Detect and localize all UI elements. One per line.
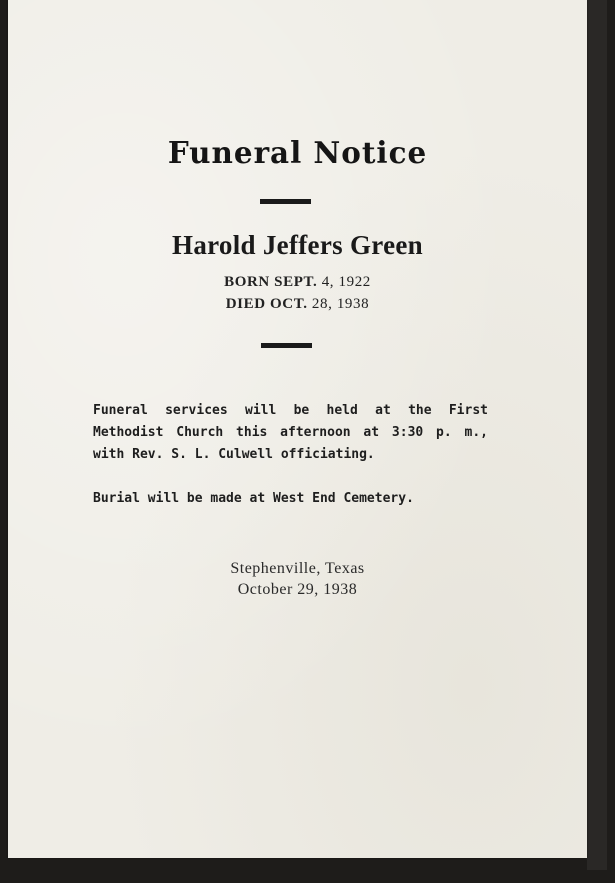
- services-line: with Rev. S. L. Culwell officiating.: [93, 447, 375, 462]
- birth-date-line: [8, 274, 587, 291]
- burial-paragraph: [93, 488, 488, 510]
- deceased-name: Harold Jeffers Green: [172, 230, 423, 260]
- services-line: Funeral services will be held at the First: [93, 403, 488, 418]
- died-label: DIED OCT.: [225, 296, 308, 312]
- notice-city: Stephenville, Texas: [230, 560, 365, 577]
- born-label: BORN SEPT.: [224, 274, 318, 290]
- born-date: 4, 1922: [321, 274, 371, 290]
- died-date: 28, 1938: [311, 296, 370, 312]
- funeral-notice-card: [8, 0, 587, 858]
- notice-title: Funeral Notice: [167, 136, 428, 171]
- divider-top: [260, 199, 311, 204]
- divider-bottom: [261, 343, 312, 348]
- card-back-edge: [587, 0, 607, 870]
- notice-date: October 29, 1938: [237, 581, 358, 598]
- death-date-line: [8, 296, 587, 313]
- burial-line: Burial will be made at West End Cemetery.: [93, 491, 414, 506]
- services-line: Methodist Church this afternoon at 3:30 p. m.,: [93, 425, 488, 440]
- services-paragraph: [93, 400, 488, 466]
